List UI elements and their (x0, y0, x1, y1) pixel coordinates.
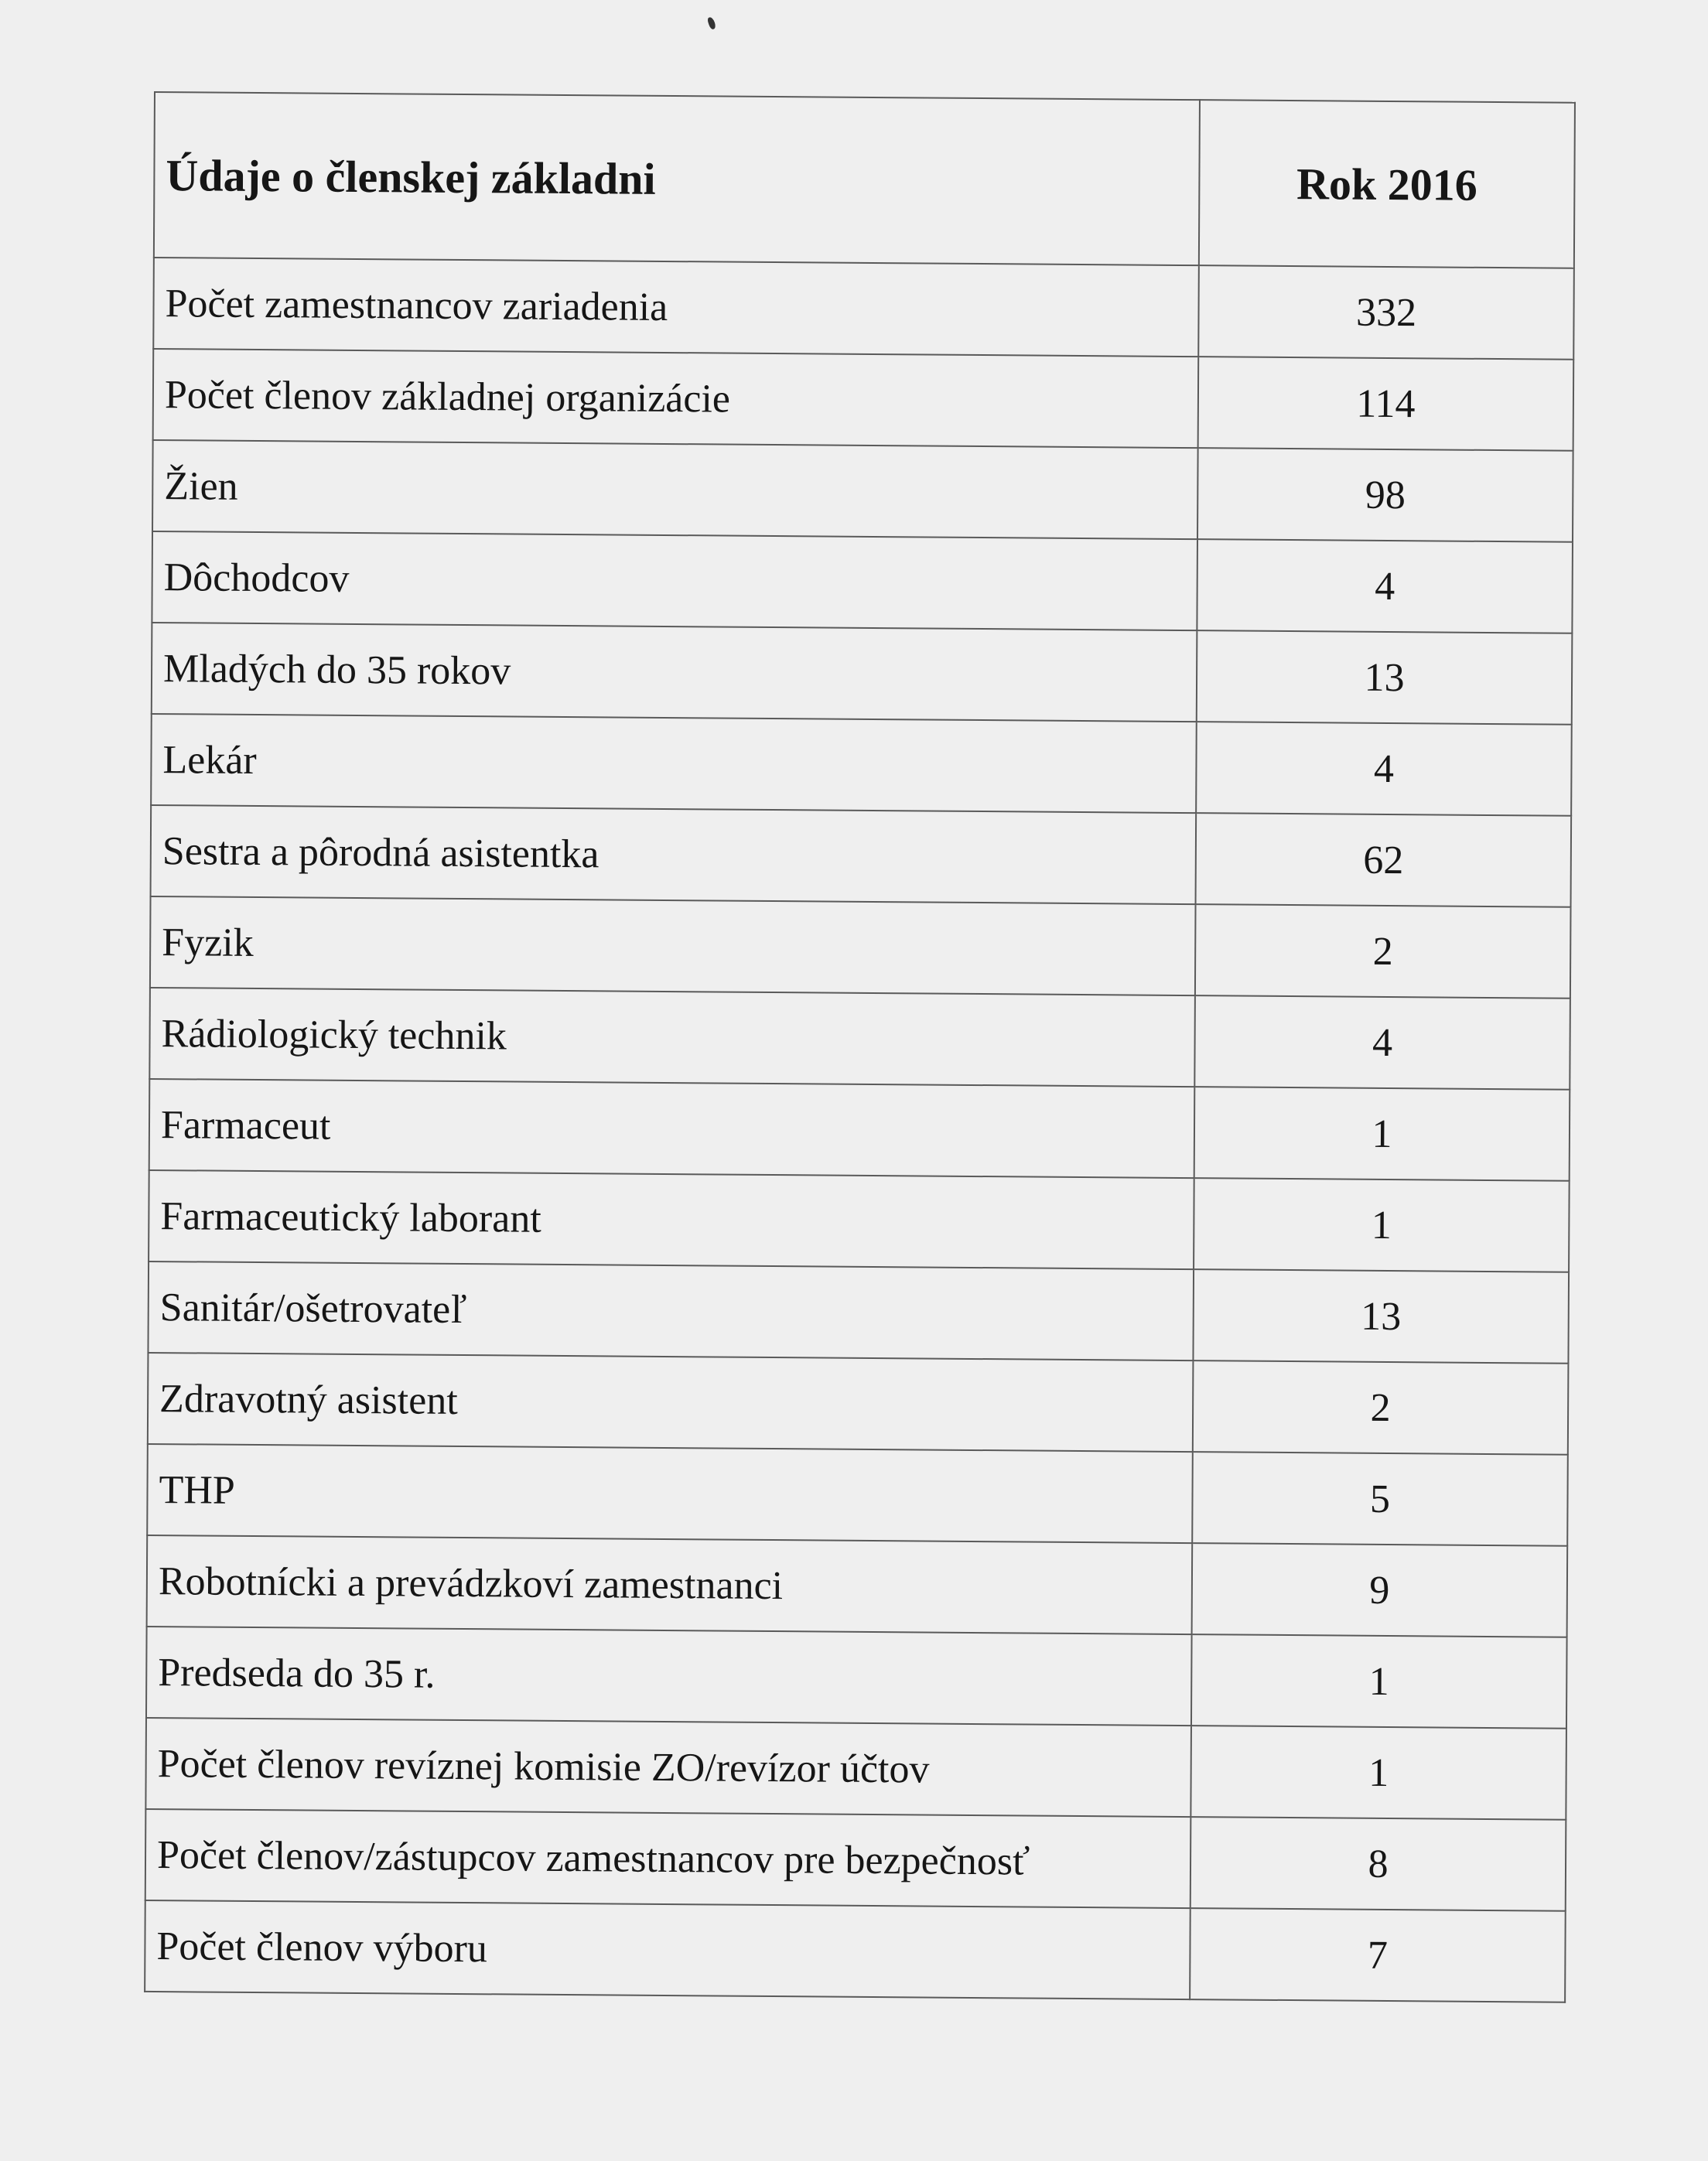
row-label: Farmaceutický laborant (149, 1170, 1194, 1269)
table-row (152, 531, 1573, 633)
row-label: Počet členov výboru (145, 1900, 1190, 1999)
table-row (146, 1627, 1567, 1729)
row-value: 4 (1197, 539, 1573, 633)
row-value: 8 (1190, 1817, 1566, 1911)
row-label: Robotnícki a prevádzkoví zamestnanci (147, 1535, 1193, 1634)
ink-mark (707, 16, 717, 30)
header-label: Údaje o členskej základni (154, 92, 1200, 265)
table-row (153, 258, 1574, 360)
table-row (149, 1170, 1570, 1272)
table-header (154, 92, 1575, 268)
header-value: Rok 2016 (1199, 100, 1575, 268)
table-row (150, 896, 1571, 999)
row-value: 2 (1193, 1360, 1569, 1455)
table-row (147, 1535, 1568, 1637)
table-row (148, 1353, 1569, 1455)
row-label: Fyzik (150, 896, 1196, 995)
row-value: 1 (1190, 1726, 1566, 1820)
row-value: 62 (1196, 813, 1572, 907)
membership-table (144, 91, 1576, 2003)
row-label: Počet zamestnancov zariadenia (153, 258, 1199, 357)
row-label: Predseda do 35 r. (146, 1627, 1192, 1726)
row-value: 1 (1191, 1634, 1567, 1729)
row-label: Lekár (151, 714, 1197, 813)
table-row (151, 805, 1572, 907)
row-value: 4 (1196, 722, 1572, 816)
row-label: Farmaceut (149, 1079, 1195, 1178)
row-label: Dôchodcov (152, 531, 1197, 630)
row-value: 1 (1194, 1087, 1570, 1181)
row-value: 13 (1193, 1269, 1569, 1364)
row-label: Zdravotný asistent (148, 1353, 1194, 1452)
table-body (145, 258, 1574, 2002)
row-label: Rádiologický technik (149, 988, 1195, 1087)
table-row (147, 1444, 1568, 1546)
header-row (154, 92, 1575, 268)
row-label: Počet členov revíznej komisie ZO/revízor účtov (145, 1718, 1191, 1817)
table-row (149, 1079, 1570, 1181)
table-row (145, 1718, 1566, 1820)
row-value: 332 (1198, 265, 1574, 360)
row-value: 13 (1197, 630, 1573, 725)
row-value: 4 (1194, 995, 1570, 1090)
row-value: 2 (1195, 904, 1571, 999)
membership-table-container (144, 91, 1574, 2003)
table-row (149, 988, 1570, 1090)
table-row (145, 1900, 1566, 2002)
table-row (152, 440, 1573, 542)
row-label: Sanitár/ošetrovateľ (148, 1261, 1194, 1360)
row-label: Mladých do 35 rokov (152, 623, 1197, 722)
row-label: Žien (152, 440, 1198, 539)
row-label: Počet členov základnej organizácie (153, 349, 1199, 448)
table-row (148, 1261, 1569, 1364)
table-row (145, 1809, 1566, 1911)
row-value: 9 (1192, 1543, 1568, 1637)
row-value: 114 (1198, 357, 1574, 451)
table-row (151, 714, 1572, 816)
row-value: 5 (1192, 1452, 1568, 1546)
row-value: 98 (1197, 448, 1573, 542)
table-row (152, 623, 1573, 725)
row-label: Sestra a pôrodná asistentka (151, 805, 1197, 904)
row-label: THP (147, 1444, 1193, 1543)
row-label: Počet členov/zástupcov zamestnancov pre bezpečnosť (145, 1809, 1191, 1908)
row-value: 7 (1190, 1908, 1566, 2002)
row-value: 1 (1194, 1178, 1570, 1272)
table-row (153, 349, 1574, 451)
